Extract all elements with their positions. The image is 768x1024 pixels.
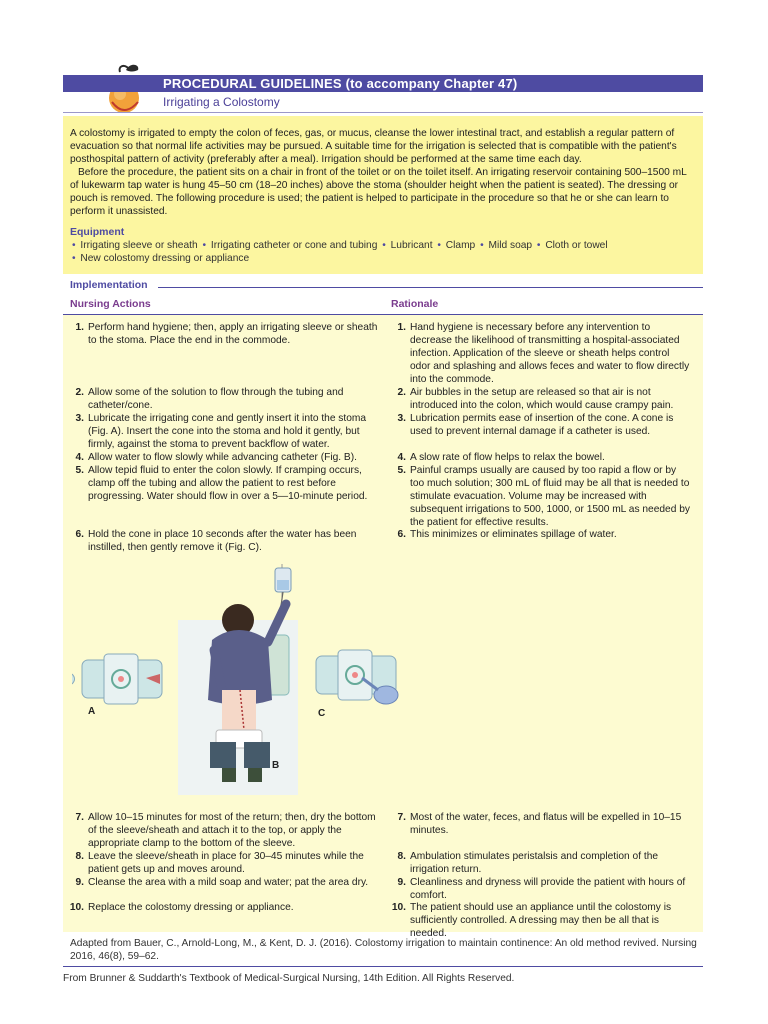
page-title: PROCEDURAL GUIDELINES (to accompany Chapter 47)	[163, 76, 518, 91]
intro-text	[70, 127, 696, 218]
equipment-item: Clamp	[442, 240, 479, 251]
figure-a-stoma-cone	[72, 654, 162, 704]
equipment-item: Irrigating catheter or cone and tubing	[208, 240, 381, 251]
rationale-heading: Rationale	[391, 298, 439, 310]
intro-paragraph-1: A colostomy is irrigated to empty the colon of feces, gas, or mucus, cleanse the lower intestinal tract, and establish a regular pattern of evacuation so that normal life activities may be pursued. A suitable time for the irrigation is selected that is compatible with the patient's posthospital pattern of activity (preferably after a meal). Irrigation should be performed at the same time each day.	[70, 128, 677, 165]
bullet-icon: •	[536, 240, 541, 251]
equipment-heading: Equipment	[70, 226, 125, 238]
citation: Adapted from Bauer, C., Arnold-Long, M., & Kent, D. J. (2016). Colostomy irrigation to maintain continence: An old method revived. Nursing 2016, 46(8), 59–62.	[70, 938, 697, 962]
figure-b-seated-patient	[178, 564, 298, 795]
equipment-item: Cloth or towel	[542, 240, 608, 251]
bullet-icon: •	[480, 240, 484, 251]
figure-label-a: A	[88, 706, 96, 717]
bullet-icon: •	[382, 240, 386, 251]
equipment-item: Irrigating sleeve or sheath	[77, 240, 201, 251]
figure-c-cone-removal	[316, 650, 398, 704]
nursing-actions-heading: Nursing Actions	[70, 298, 151, 310]
bullet-icon: •	[72, 240, 76, 251]
equipment-item: Mild soap	[485, 240, 535, 251]
footer-credit: From Brunner & Suddarth's Textbook of Medical-Surgical Nursing, 14th Edition. All Rights Reserved.	[63, 973, 515, 984]
colostomy-irrigation-illustration	[72, 560, 412, 800]
bullet-icon: •	[72, 253, 76, 264]
header-divider	[63, 112, 703, 113]
page-subtitle: Irrigating a Colostomy	[163, 95, 280, 109]
bullet-icon: •	[202, 240, 207, 251]
footer-divider	[63, 966, 703, 967]
implementation-heading: Implementation	[70, 279, 148, 291]
intro-paragraph-2: Before the procedure, the patient sits on a chair in front of the toilet or on the toilet itself. An irrigating reservoir containing 500–1500 mL of lukewarm tap water is hung 45–50 cm (18–20 inches) above the stoma (shoulder height when the patient is seated). The dressing or pouch is removed. The following procedure is used; the patient is helped to participate in the procedure so that he or she can learn to perform it unassisted.	[70, 167, 687, 217]
figure-label-c: C	[318, 708, 326, 719]
equipment-item: Lubricant	[387, 240, 436, 251]
implementation-divider	[158, 287, 703, 288]
equipment-list-line-1	[70, 240, 608, 251]
figure-label-b: B	[272, 760, 280, 771]
equipment-list-line-2	[70, 253, 249, 264]
bullet-icon: •	[437, 240, 441, 251]
equipment-item: New colostomy dressing or appliance	[77, 253, 250, 264]
